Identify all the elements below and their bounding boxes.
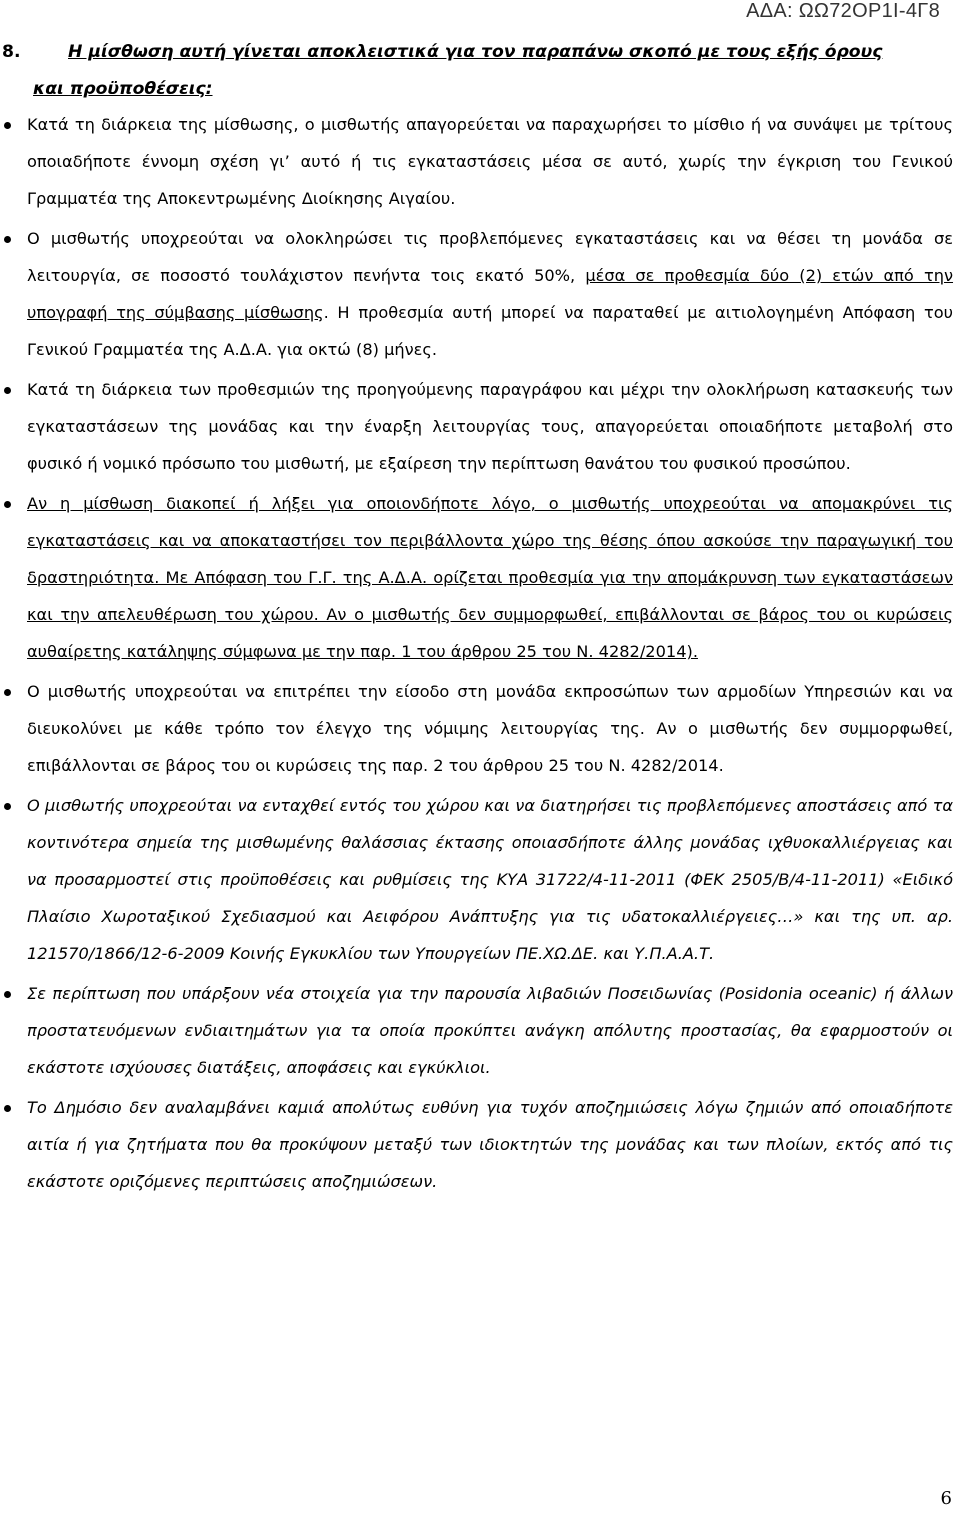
list-item-text: Κατά τη διάρκεια της μίσθωσης, ο μισθωτής απαγορεύεται να παραχωρήσει το μίσθιο ή να συνάψει με τρίτους οποιαδήποτε έννομη σχέση γι’ αυτό ή τις εγκαταστάσεις μέσα σε αυτό, χωρίς την έγκριση του Γενικού Γραμματέα της Αποκεντρωμένης Διοίκησης Αιγαίου. [27,115,953,208]
list-item [0,106,960,217]
page-number: 6 [940,1488,952,1509]
list-item [0,975,960,1086]
ada-code: ΑΔΑ: ΩΩ72ΟΡ1Ι-4Γ8 [746,0,940,22]
list-item [0,673,960,784]
list-item-italic-text: Σε περίπτωση που υπάρξουν νέα στοιχεία για την παρουσία λιβαδιών Ποσειδωνίας (Posidonia oceanic) ή άλλων προστατευόμενων ενδιαιτημάτων για τα οποία προκύπτει ανάγκη απόλυτης προστασίας, θα εφαρμοστούν οι εκάστοτε ισχύουσες διατάξεις, αποφάσεις και εγκύκλιοι. [27,984,953,1077]
section-title-line1: Η μίσθωση αυτή γίνεται αποκλειστικά για τον παραπάνω σκοπό με τους εξής όρους [68,42,883,62]
list-item-text: Ο μισθωτής υποχρεούται να επιτρέπει την είσοδο στη μονάδα εκπροσώπων των αρμοδίων Υπηρεσιών και να διευκολύνει με κάθε τρόπο τον έλεγχο της νόμιμης λειτουργίας της. Αν ο μισθωτής δεν συμμορφωθεί, επιβάλλονται σε βάρος του οι κυρώσεις της παρ. 2 του άρθρου 25 του Ν. 4282/2014. [27,682,953,775]
list-item [0,371,960,482]
list-item-italic-text: Το Δημόσιο δεν αναλαμβάνει καμιά απολύτως ευθύνη για τυχόν αποζημιώσεις λόγω ζημιών από οποιαδήποτε αιτία ή για ζητήματα που θα προκύψουν μεταξύ των ιδιοκτητών της μονάδας και των πλοίων, εκτός από τις εκάστοτε οριζόμενες περιπτώσεις αποζημιώσεων. [27,1098,953,1191]
list-item-text: Ο μισθωτής υποχρεούται να ολοκληρώσει τις προβλεπόμενες εγκαταστάσεις και να θέσει τη μονάδα σε λειτουργία, σε ποσοστό τουλάχιστον πενήντα τοις εκατό 50%, [27,229,953,285]
list-item [0,220,960,368]
list-item-underlined-text: Αν η μίσθωση διακοπεί ή λήξει για οποιονδήποτε λόγο, ο μισθωτής υποχρεούται να απομακρύνει τις εγκαταστάσεις και να αποκαταστήσει τον περιβάλλοντα χώρο της θέσης όπου ασκούσε την παραγωγική του δραστηριότητα. Με Απόφαση του Γ.Γ. της Α.Δ.Α. ορίζεται προθεσμία για την απομάκρυνση των εγκαταστάσεων και την απελευθέρωση του χώρου. Αν ο μισθωτής δεν συμμορφωθεί, επιβάλλονται σε βάρος του οι κυρώσεις αυθαίρετης κατάληψης σύμφωνα με την παρ. 1 του άρθρου 25 του Ν. 4282/2014). [27,494,953,661]
list-item-italic-text: Ο μισθωτής υποχρεούται να ενταχθεί εντός του χώρου και να διατηρήσει τις προβλεπόμενες αποστάσεις από τα κοντινότερα σημεία της μισθωμένης θαλάσσιας έκτασης οποιασδήποτε άλλης μονάδας ιχθυοκαλλιέργειας και να προσαρμοστεί στις προϋποθέσεις και ρυθμίσεις της ΚΥΑ 31722/4-11-2011 (ΦΕΚ 2505/Β/4-11-2011) «Ειδικό Πλαίσιο Χωροταξικού Σχεδιασμού και Αειφόρου Ανάπτυξης για τις υδατοκαλλιέργειες…» και της υπ. αρ. 121570/1866/12-6-2009 Κοινής Εγκυκλίου των Υπουργείων ΠΕ.ΧΩ.ΔΕ. και Υ.Π.Α.Α.Τ. [27,796,953,963]
section-number: 8. [2,42,21,62]
list-item-text-continued: . Η προθεσμία αυτή μπορεί να παραταθεί με αιτιολογημένη Απόφαση του Γενικού Γραμματέα της Α.Δ.Α. για οκτώ (8) μήνες. [27,303,953,359]
section-heading [2,34,952,108]
list-item-text: Κατά τη διάρκεια των προθεσμιών της προηγούμενης παραγράφου και μέχρι την ολοκλήρωση κατασκευής των εγκαταστάσεων της μονάδας και την έναρξη λειτουργίας τους, απαγορεύεται οποιαδήποτε μεταβολή στο φυσικό ή νομικό πρόσωπο του μισθωτή, με εξαίρεση την περίπτωση θανάτου του φυσικού προσώπου. [27,380,953,473]
conditions-list [0,106,960,1200]
list-item [0,485,960,670]
section-title-line2: και προϋποθέσεις: [33,79,213,99]
list-item [0,787,960,972]
list-item-underlined-text: μέσα σε προθεσμία δύο (2) ετών από την υπογραφή της σύμβασης μίσθωσης [27,266,954,322]
list-item [0,1089,960,1200]
